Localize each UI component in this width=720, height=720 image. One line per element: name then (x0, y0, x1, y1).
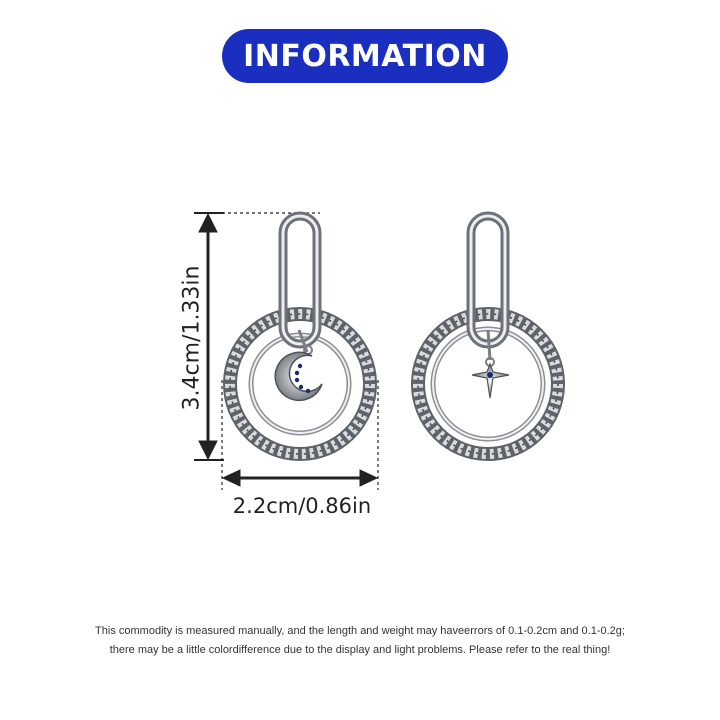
right-earring (418, 216, 558, 454)
disclaimer (0, 622, 720, 660)
height-dimension-label: 3.4cm/1.33in (179, 265, 205, 411)
disclaimer-line-1: This commodity is measured manually, and the length and weight may haveerrors of 0.1-0.2cm and 0.1-0.2g; (95, 625, 625, 637)
left-earring (230, 216, 370, 454)
disclaimer-line-2: there may be a little colordifference due to the display and light problems. Please refer to the real thing! (109, 644, 611, 656)
width-dimension-label: 2.2cm/0.86in (232, 494, 372, 518)
banner-title: INFORMATION (243, 38, 487, 74)
star-charm-icon (472, 364, 509, 398)
moon-charm-icon (275, 352, 322, 400)
